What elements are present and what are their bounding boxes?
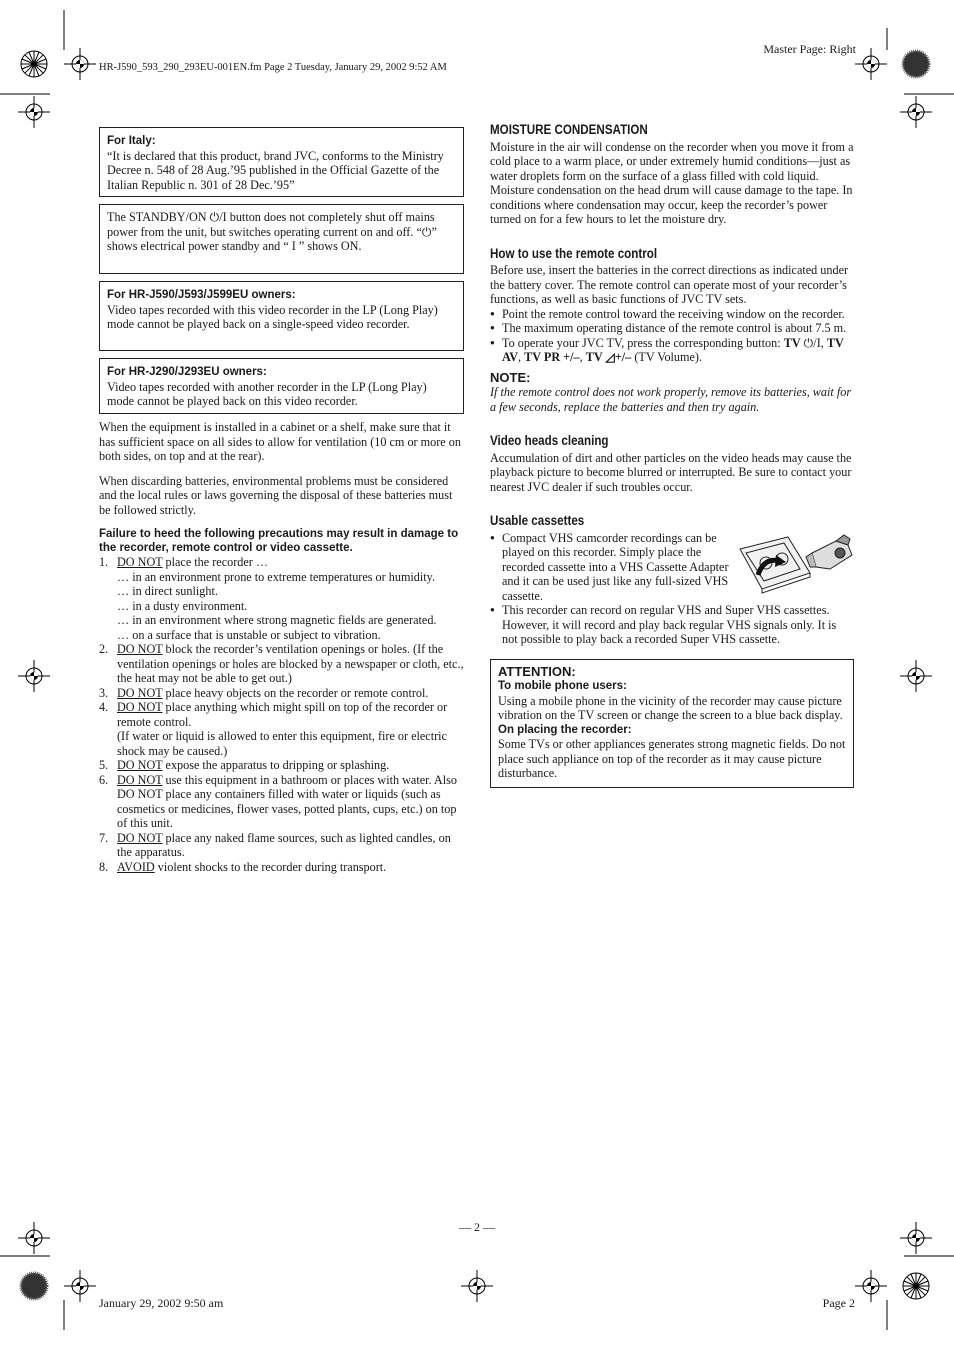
attention-sub2: On placing the recorder: [498,723,632,736]
box-italy-heading: For Italy: [107,135,156,147]
list-item: ● Compact VHS camcorder recordings can be played on this recorder. Simply place the recorded cassette into a VHS Cassette Adapter and it can be used just like any full-sized VHS cassette. [490,531,730,604]
box-j290 [99,358,464,414]
box-j590-heading: For HR-J590/J593/J599EU owners: [107,289,296,301]
para-batteries: When discarding batteries, environmental problems must be considered and the local rules or laws governing the disposal of these batteries must be followed strictly. [99,473,453,517]
attention-box [490,659,854,788]
box-standby-text: The STANDBY/ON ⏻/I button does not completely shut off mains power from the unit, but switches operating current on and off. “⏻” shows electrical power standby and “ I ” shows ON. [107,210,437,253]
file-info: HR-J590_593_290_293EU-001EN.fm Page 2 Tuesday, January 29, 2002 9:52 AM [99,62,447,73]
box-j590-text: Video tapes recorded with this video recorder in the LP (Long Play) mode cannot be played back on a single-speed video recorder. [107,302,438,331]
cassette-adapter-illustration [736,531,854,597]
precaution-item: 7. DO NOT place any naked flame sources, such as lighted candles, on the apparatus. [99,830,451,859]
remote-text: Before use, insert the batteries in the correct directions as indicated under the battery cover. The remote control can operate most of your recorder’s functions, as well as basic functions of JVC TV sets. [490,263,849,306]
attention-text2: Some TVs or other appliances generates strong magnetic fields. Do not place such appliance on top of the recorder as it may cause picture disturbance. [498,737,846,780]
place-sublist: … in an environment prone to extreme temperatures or humidity. … in direct sunlight. … in a dusty environment. … in an environment where strong magnetic fields are generated. … on a surface that is unstable or subject to vibration. [117,569,437,642]
box-j290-heading: For HR-J290/J293EU owners: [107,366,267,378]
left-column [99,127,464,874]
heads-text: Accumulation of dirt and other particles on the video heads may cause the playback picture to become blurred or interrupted. Be sure to contact your nearest JVC dealer if such troubles occur. [490,450,852,494]
box-standby [99,204,464,274]
spill-note: (If water or liquid is allowed to enter this equipment, fire or electric shock may be caused.) [117,729,447,758]
precaution-item: 8. AVOID violent shocks to the recorder during transport. [99,859,387,874]
box-italy-text: “It is declared that this product, brand JVC, conforms to the Ministry Decree n. 548 of 28 Aug.’95 published in the Official Gazette of the Italian Republic n. 301 of 28 Dec.’95” [107,148,444,192]
cassettes-title: Usable cassettes [490,513,585,528]
page-number: — 2 — [459,1220,495,1234]
precaution-item: 1. DO NOT place the recorder … [99,555,269,569]
list-item: ● Point the remote control toward the receiving window on the recorder. [490,307,854,322]
note-text: If the remote control does not work properly, remove its batteries, wait for a few seconds, replace the batteries and then try again. [490,385,852,414]
moisture-text: Moisture in the air will condense on the recorder when you move it from a cold place to a warm place, or under extremely humid conditions—just as water droplets form on the surface of a glass filled with cold liquid. Moisture condensation on the head drum will cause damage to the tape. In conditions where condensation may occur, keep the recorder’s power turned on for a few hours to let the moisture dry. [490,139,854,226]
footer-date: January 29, 2002 9:50 am [99,1296,224,1310]
attention-text1: Using a mobile phone in the vicinity of the recorder may cause picture vibration on the TV screen or change the screen to a blue back display. [498,693,843,722]
list-item: ● To operate your JVC TV, press the corresponding button: TV ⏻/I, TV AV, TV PR +/–, TV ◿+/– (TV Volume). [490,336,854,365]
list-item: ● This recorder can record on regular VHS and Super VHS cassettes. However, it will record and play back regular VHS signals only. It is not possible to play back a recorded Super VHS cassette. [490,603,854,647]
attention-title: ATTENTION: [498,663,576,679]
attention-sub1: To mobile phone users: [498,680,627,692]
master-page-label: Master Page: Right [763,42,856,56]
heads-title: Video heads cleaning [490,433,609,448]
remote-bullets [490,307,854,365]
remote-title: How to use the remote control [490,245,658,261]
precaution-item: 3. DO NOT place heavy objects on the recorder or remote control. [99,685,429,700]
note-title: NOTE: [490,369,531,385]
warning-heading: Failure to heed the following precautions may result in damage to the recorder, remote control or video cassette. [99,528,459,554]
list-item: ● The maximum operating distance of the remote control is about 7.5 m. [490,321,854,336]
right-column [490,123,854,788]
box-j290-text: Video tapes recorded with another recorder in the LP (Long Play) mode cannot be played back on this video recorder. [107,379,427,408]
precaution-item: 4. DO NOT place anything which might spill on top of the recorder or remote control. (If water or liquid is allowed to enter this equipment, fire or electric shock may be caused.) [99,700,464,758]
moisture-title: MOISTURE CONDENSATION [490,122,648,137]
precaution-item: 6. DO NOT use this equipment in a bathroom or places with water. Also DO NOT place any containers filled with water or liquids (such as cosmetics or medicines, flower vases, potted plants, cups, etc.) on top of this unit. [99,772,457,830]
box-italy [99,127,464,197]
precautions-list [99,555,464,874]
para-cabinet: When the equipment is installed in a cabinet or a shelf, make sure that it has sufficient space on all sides to allow for ventilation (10 cm or more on both sides, on top and at the rear). [99,420,461,463]
box-j590 [99,281,464,351]
precaution-item: 5. DO NOT expose the apparatus to dripping or splashing. [99,758,390,772]
precaution-item: 2. DO NOT block the recorder’s ventilation openings or holes. (If the ventilation openings or holes are blocked by a newspaper or cloth, etc., the heat may not be able to get out.) [99,642,464,685]
footer-page-label: Page 2 [822,1296,855,1310]
